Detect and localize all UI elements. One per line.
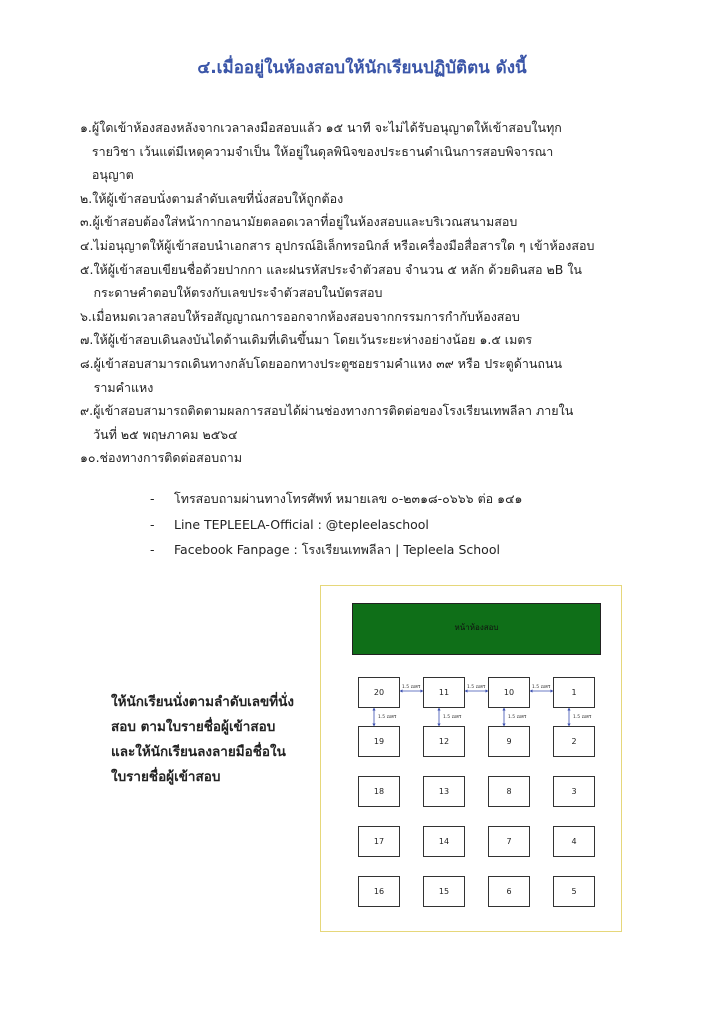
rule-number: ๙. — [80, 403, 94, 419]
seat-17: 17 — [358, 826, 400, 857]
seat-1: 1 — [553, 677, 595, 708]
rule-text: ไม่อนุญาตให้ผู้เข้าสอบนำเอกสาร อุปกรณ์อิเล็กทรอนิกส์ หรือเครื่องมือสื่อสารใด ๆ เข้าห้องสอบ — [93, 237, 595, 253]
bullet-dash: - — [150, 491, 155, 506]
rule-number: ๘. — [80, 355, 94, 371]
bullet-dash: - — [150, 542, 155, 557]
seat-13: 13 — [423, 776, 465, 807]
seat-19: 19 — [358, 726, 400, 757]
rule-item — [80, 187, 680, 211]
seating-instruction: ให้นักเรียนนั่งตามลำดับเลขที่นั่ง สอบ ตามใบรายชื่อผู้เข้าสอบ และให้นักเรียนลงลายมือชื่อใน ใบรายชื่อผู้เข้าสอบ — [111, 694, 294, 785]
seat-9: 9 — [488, 726, 530, 757]
seat-16: 16 — [358, 876, 400, 907]
seat-12: 12 — [423, 726, 465, 757]
rule-item — [80, 399, 680, 446]
seat-10: 10 — [488, 677, 530, 708]
rule-number: ๑๐. — [80, 450, 100, 466]
seat-11: 11 — [423, 677, 465, 708]
rules-list — [80, 116, 680, 470]
rule-text: ผู้เข้าสอบสามารถติดตามผลการสอบได้ผ่านช่องทางการติดต่อของโรงเรียนเทพลีลา ภายใน วันที่ ๒๕ พฤษภาคม ๒๕๖๔ — [93, 403, 574, 442]
contact-text: Line TEPLEELA-Official : @tepleelaschool — [174, 516, 429, 532]
seat-14: 14 — [423, 826, 465, 857]
rule-number: ๑. — [80, 120, 92, 135]
contact-item-facebook — [150, 537, 523, 563]
rule-number: ๔. — [80, 237, 94, 253]
seat-7: 7 — [488, 826, 530, 857]
rule-item — [80, 446, 680, 470]
rule-item — [80, 352, 680, 399]
rule-text: ผู้ใดเข้าห้องสองหลังจากเวลาลงมือสอบแล้ว ๑๕ นาที จะไม่ได้รับอนุญาตให้เข้าสอบในทุก รายวิชา เว้นแต่มีเหตุความจำเป็น ให้อยู่ในดุลพินิจของประธานดำเนินการสอบพิจารณา อนุญาต — [91, 120, 562, 183]
seat-6: 6 — [488, 876, 530, 907]
rule-item — [80, 116, 680, 187]
seat-8: 8 — [488, 776, 530, 807]
seat-4: 4 — [553, 826, 595, 857]
spacing-label: 1.5 เมตร — [378, 715, 397, 720]
contact-item-line — [150, 512, 523, 538]
rule-item — [80, 328, 680, 352]
seat-18: 18 — [358, 776, 400, 807]
rule-item — [80, 234, 680, 258]
rule-number: ๕. — [80, 261, 94, 277]
contact-item-phone — [150, 486, 523, 512]
rule-item — [80, 210, 680, 234]
seat-3: 3 — [553, 776, 595, 807]
spacing-label: 1.5 เมตร — [443, 715, 462, 720]
spacing-label: 1.5 เมตร — [467, 685, 486, 690]
seating-plan — [320, 585, 622, 932]
rule-number: ๗. — [80, 332, 94, 348]
seat-2: 2 — [553, 726, 595, 757]
rule-text: ผู้เข้าสอบสามารถเดินทางกลับโดยออกทางประตูซอยรามคำแหง ๓๙ หรือ ประตูด้านถนน รามคำแหง — [93, 355, 563, 395]
spacing-label: 1.5 เมตร — [532, 685, 551, 690]
seat-5: 5 — [553, 876, 595, 907]
rule-text: ผู้เข้าสอบต้องใส่หน้ากากอนามัยตลอดเวลาที่อยู่ในห้องสอบและบริเวณสนามสอบ — [92, 214, 518, 230]
contact-text: Facebook Fanpage : โรงเรียนเทพลีลา | Tepleela School — [174, 542, 500, 557]
seat-20: 20 — [358, 677, 400, 708]
rule-number: ๖. — [80, 308, 92, 324]
spacing-label: 1.5 เมตร — [508, 715, 527, 720]
contact-text: โทรสอบถามผ่านทางโทรศัพท์ หมายเลข ๐-๒๓๑๘-๐๖๖๖ ต่อ ๑๔๑ — [174, 491, 523, 506]
rule-number: ๒. — [80, 190, 93, 206]
front-of-room: หน้าห้องสอบ — [352, 603, 601, 655]
contact-list — [150, 486, 523, 563]
rule-item — [80, 258, 680, 305]
spacing-label: 1.5 เมตร — [402, 685, 421, 690]
rule-text: ให้ผู้เข้าสอบนั่งตามลำดับเลขที่นั่งสอบให้ถูกต้อง — [92, 190, 344, 206]
rule-number: ๓. — [80, 214, 93, 230]
spacing-label: 1.5 เมตร — [573, 715, 592, 720]
bullet-dash: - — [150, 516, 155, 532]
rule-text: เมื่อหมดเวลาสอบให้รอสัญญาณการออกจากห้องสอบจากกรรมการกำกับห้องสอบ — [91, 308, 520, 324]
page-title: ๔.เมื่ออยู่ในห้องสอบให้นักเรียนปฏิบัติตน ดังนี้ — [197, 58, 527, 78]
rule-text: ให้ผู้เข้าสอบเดินลงบันไดด้านเดิมที่เดินขึ้นมา โดยเว้นระยะห่างอย่างน้อย ๑.๕ เมตร — [93, 332, 533, 348]
rule-item — [80, 305, 680, 329]
rule-text: ให้ผู้เข้าสอบเขียนชื่อด้วยปากกา และฝนรหัสประจำตัวสอบ จำนวน ๕ หลัก ด้วยดินสอ ๒B ใน กระดาษคำตอบให้ตรงกับเลขประจำตัวสอบในบัตรสอบ — [93, 261, 582, 301]
seat-15: 15 — [423, 876, 465, 907]
rule-text: ช่องทางการติดต่อสอบถาม — [99, 450, 243, 466]
